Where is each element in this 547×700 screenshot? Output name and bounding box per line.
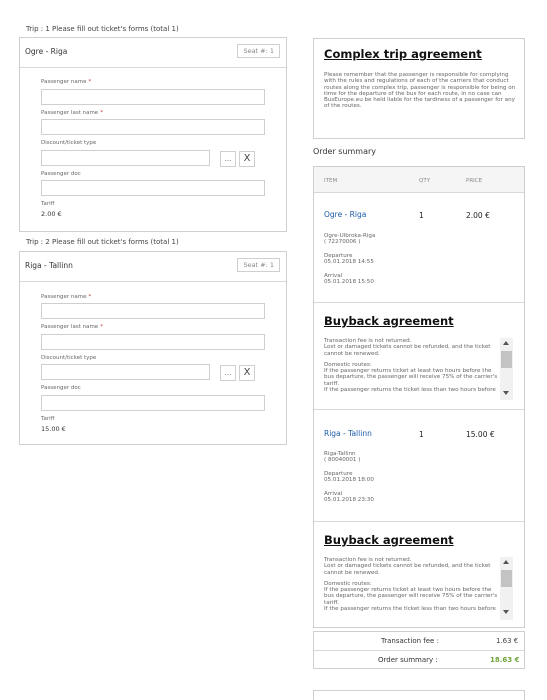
buyback-2-title: Buyback agreement <box>324 533 454 547</box>
trip-2-seat-button[interactable]: Seat #: 1 <box>237 258 280 272</box>
complex-agreement-text: Please remember that the passenger is responsible for complying with the rules and regulations of each of the carriers that conduct routes along the complex trip, passenger is responsible for being on time for the departure of the bus for each route, in no case can BusEurope.eu be held liable for the tardiness of a passenger for any of the routes. <box>324 72 516 110</box>
trip-2-doc-input[interactable] <box>41 395 265 411</box>
column-item: ITEM <box>324 178 338 184</box>
trip-2-tariff-value: 15.00 € <box>41 425 66 433</box>
trip-2-heading: Trip : 2 Please fill out ticket's forms (total 1) <box>26 238 179 246</box>
trip-2-discount-clear-button[interactable]: X <box>239 365 255 381</box>
buyback-1-scroll-thumb[interactable] <box>501 351 512 368</box>
scroll-down-icon[interactable] <box>503 391 509 395</box>
trip-2-last-name-label: Passenger last name * <box>41 324 103 330</box>
trip-2-header <box>20 252 286 282</box>
next-panel-edge <box>313 690 525 700</box>
trip-1-tariff-value: 2.00 € <box>41 210 62 218</box>
trip-1-first-name-input[interactable] <box>41 89 265 105</box>
column-qty: QTY <box>419 178 431 184</box>
trip-1-seat-button[interactable]: Seat #: 1 <box>237 44 280 58</box>
order-row-2-details: Riga-Tallinn ( 80040001 ) Departure 05.01.2018 18:00 Arrival 05.01.2018 23:30 <box>324 451 374 504</box>
order-row-1-price: 2.00 € <box>466 211 490 220</box>
trip-2-discount-more-button[interactable]: ... <box>220 365 236 381</box>
row-divider <box>314 521 524 522</box>
order-row-1-details: Ogre-Ulbroka-Riga ( 72270006 ) Departure 05.01.2018 14:55 Arrival 05.01.2018 15:50 <box>324 233 376 286</box>
trip-1-tariff-label: Tariff <box>41 201 55 207</box>
trip-1-last-name-label: Passenger last name * <box>41 110 103 116</box>
trip-1-discount-clear-button[interactable]: X <box>239 151 255 167</box>
trip-1-doc-input[interactable] <box>41 180 265 196</box>
trip-1-doc-label: Passenger doc <box>41 171 81 177</box>
trip-1-last-name-input[interactable] <box>41 119 265 135</box>
scroll-down-icon[interactable] <box>503 610 509 614</box>
column-price: PRICE <box>466 178 483 184</box>
order-summary-heading: Order summary <box>313 147 377 156</box>
buyback-2-scroll-thumb[interactable] <box>501 570 512 587</box>
buyback-2-text-scroll[interactable]: Transaction fee is not returned. Lost or damaged tickets cannot be refunded, and the ticket cannot be renewed. Domestic routes: If the passenger returns ticket at least two hours before the bus departure, the passenger will receive 75% of the carrier's tariff. If the passenger returns the ticket less than two hours before <box>324 557 498 613</box>
order-row-2-price: 15.00 € <box>466 430 495 439</box>
order-row-1-route-link[interactable]: Ogre - Riga <box>324 210 367 219</box>
buyback-1-text-scroll[interactable]: Transaction fee is not returned. Lost or damaged tickets cannot be refunded, and the ticket cannot be renewed. Domestic routes: If the passenger returns ticket at least two hours before the bus departure, the passenger will receive 75% of the carrier's tariff. If the passenger returns the ticket less than two hours before <box>324 338 498 394</box>
order-total-value: 18.63 € <box>490 656 520 664</box>
transaction-fee-label: Transaction fee : <box>381 637 439 645</box>
trip-2-first-name-input[interactable] <box>41 303 265 319</box>
trip-2-discount-label: Discount/ticket type <box>41 355 97 361</box>
order-row-2-route-link[interactable]: Riga - Tallinn <box>324 429 372 438</box>
trip-2-first-name-label: Passenger name * <box>41 294 92 300</box>
trip-1-route: Ogre - Riga <box>25 47 68 56</box>
trip-2-doc-label: Passenger doc <box>41 385 81 391</box>
trip-1-discount-more-button[interactable]: ... <box>220 151 236 167</box>
scroll-up-icon[interactable] <box>503 341 509 345</box>
trip-1-header <box>20 38 286 68</box>
trip-2-route: Riga - Tallinn <box>25 261 73 270</box>
complex-agreement-title: Complex trip agreement <box>324 47 482 61</box>
totals-divider <box>314 650 524 651</box>
trip-2-last-name-input[interactable] <box>41 334 265 350</box>
transaction-fee-value: 1.63 € <box>496 637 519 645</box>
scroll-up-icon[interactable] <box>503 560 509 564</box>
buyback-1-title: Buyback agreement <box>324 314 454 328</box>
row-divider <box>314 302 524 303</box>
trip-2-discount-input[interactable] <box>41 364 210 380</box>
row-divider <box>314 409 524 410</box>
order-total-label: Order summary : <box>378 656 438 664</box>
trip-1-discount-label: Discount/ticket type <box>41 140 97 146</box>
trip-1-heading: Trip : 1 Please fill out ticket's forms (total 1) <box>26 25 179 33</box>
order-row-1-qty: 1 <box>419 211 424 220</box>
order-row-2-qty: 1 <box>419 430 424 439</box>
trip-1-first-name-label: Passenger name * <box>41 79 92 85</box>
trip-2-tariff-label: Tariff <box>41 416 55 422</box>
trip-1-discount-input[interactable] <box>41 150 210 166</box>
